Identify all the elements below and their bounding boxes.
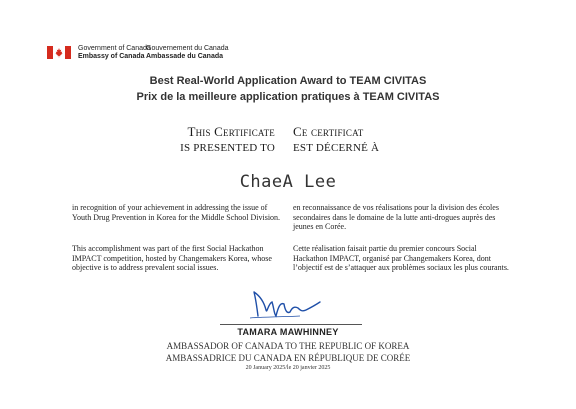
award-title-en: Best Real-World Application Award to TEAM CIVITAS — [149, 75, 427, 87]
signatory-title-fr: AMBASSADRICE DU CANADA EN RÉPUBLIQUE DE CORÉE — [165, 353, 411, 363]
recognition-paragraph-fr: en reconnaissance de vos réalisations pour la division des écoles secondaires dans le domaine de la lutte anti-drogues auprès des jeunes en Corée. — [293, 203, 499, 231]
competition-paragraph-en: This accomplishment was part of the first Social Hackathon IMPACT competition, hosted by Changemakers Korea, whose objective is to address prevalent social issues. — [72, 244, 272, 272]
certificate-heading-fr: Ce certificat — [293, 124, 364, 139]
certificate-heading-en: This Certificate — [187, 124, 275, 139]
signatory-name: TAMARA MAWHINNEY — [237, 327, 339, 337]
competition-paragraph-fr: Cette réalisation faisait partie du premier concours Social Hackathon IMPACT, organisé par Changemakers Korea, dont l’objectif est de s’attaquer aux problèmes sociaux les plus courants. — [293, 244, 509, 272]
award-title-fr: Prix de la meilleure application pratiques à TEAM CIVITAS — [136, 91, 440, 103]
recipient-name: ChaeA Lee — [239, 172, 337, 192]
presented-to-fr: EST DÉCERNÉ À — [293, 142, 380, 154]
government-of-canada-label: Government of Canada — [78, 45, 151, 52]
gouvernement-du-canada-label: Gouvernement du Canada — [146, 45, 229, 52]
government-wordmark-en — [78, 45, 151, 61]
issue-date: 20 January 2025/le 20 janvier 2025 — [245, 365, 331, 371]
signatory-title-en: AMBASSADOR OF CANADA TO THE REPUBLIC OF KOREA — [166, 341, 410, 351]
canada-flag-icon — [47, 46, 71, 59]
handwritten-signature — [240, 286, 330, 324]
presented-to-en: IS PRESENTED TO — [180, 142, 275, 154]
recognition-paragraph-en: in recognition of your achievement in addressing the issue of Youth Drug Prevention in Korea for the Middle School Division. — [72, 203, 281, 222]
government-wordmark-fr — [146, 45, 229, 61]
signature-line — [220, 324, 362, 325]
embassy-of-canada-label: Embassy of Canada — [78, 53, 145, 60]
ambassade-du-canada-label: Ambassade du Canada — [146, 53, 224, 60]
